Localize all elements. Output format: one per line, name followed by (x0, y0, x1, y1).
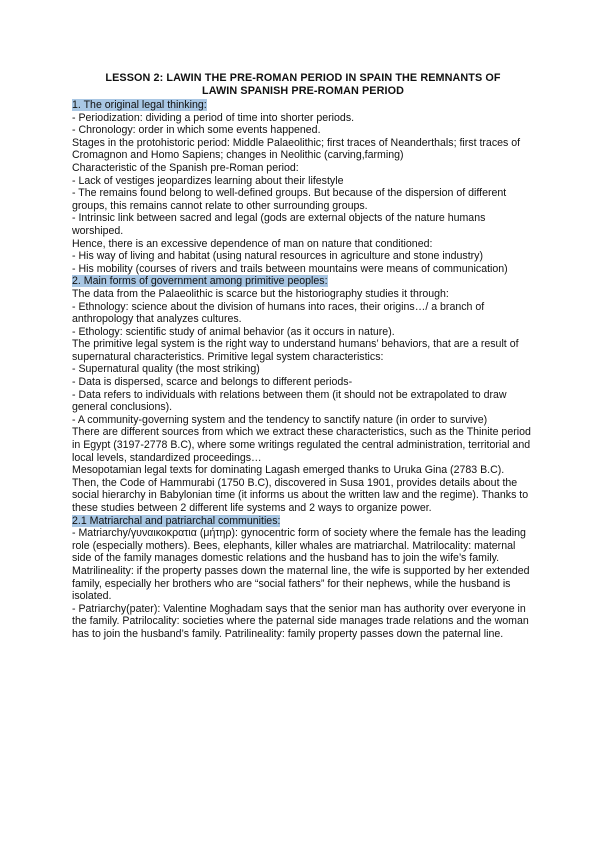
paragraph: Stages in the protohistoric period: Middle Palaeolithic; first traces of Neanderthals; first traces of Cromagnon and Homo Sapiens; changes in Neolithic (carving,farming) (72, 136, 521, 162)
paragraph: - Chronology: order in which some events happened. (72, 124, 321, 137)
lesson-title-line-2: LAWIN SPANISH PRE-ROMAN PERIOD (202, 85, 404, 97)
paragraph: - Data is dispersed, scarce and belongs to different periods- (72, 376, 353, 389)
paragraph: The primitive legal system is the right way to understand humans’ behaviors, that are a result of supernatural characteristics. Primitive legal system characteristics: (72, 338, 519, 363)
paragraph: - His mobility (courses of rivers and trails between mountains were means of communication) (72, 262, 508, 275)
paragraph: Characteristic of the Spanish pre-Roman period: (72, 161, 299, 174)
paragraph: There are different sources from which we extract these characteristics, such as the Thinite period in Egypt (3197-2778 B.C), where some writings regulated the central administration, territorial and local levels, standardized proceedings… (72, 426, 531, 464)
lesson-title-line-1: LESSON 2: LAWIN THE PRE-ROMAN PERIOD IN SPAIN THE REMNANTS OF (105, 72, 501, 84)
lesson-title (72, 72, 534, 98)
paragraph: Mesopotamian legal texts for dominating Lagash emerged thanks to Uruka Gina (2783 B.C). Then, the Code of Hammurabi (1750 B.C), discovered in Susa 1901, provides details about the social hierarchy in Babylonian time (it informs us about the written law and the regime). Thanks to these studies between 2 different life systems and 2 ways to organize power. (72, 464, 529, 514)
paragraph: - Lack of vestiges jeopardizes learning about their lifestyle (72, 174, 344, 187)
section-2-heading: 2. Main forms of government among primitive peoples: (72, 275, 328, 288)
paragraph: - Patriarchy(pater): Valentine Moghadam says that the senior man has authority over everyone in the family. Patrilocality: societies where the paternal side manages trade relations and the woman has to join the husband’s family. Patrilineality: family property passes down the paternal line. (72, 602, 529, 640)
paragraph: Hence, there is an excessive dependence of man on nature that conditioned: (72, 237, 433, 250)
document-page (72, 72, 534, 641)
paragraph: - Ethology: scientific study of animal behavior (as it occurs in nature). (72, 325, 395, 338)
paragraph: - Ethnology: science about the division of humans into races, their origins…/ a branch of anthropology that analyzes cultures. (72, 300, 485, 326)
paragraph: - Periodization: dividing a period of time into shorter periods. (72, 111, 355, 124)
paragraph: The data from the Palaeolithic is scarce but the historiography studies it through: (72, 287, 449, 300)
section-1-heading: 1. The original legal thinking: (72, 99, 207, 111)
paragraph: - Matriarchy/γυναικοκρατια (μήτηρ): gynocentric form of society where the female has the leading role (especially mothers). Bees, elephants, killer whales are matriarchal. Matrilocality: maternal side of the family manages domestic relations and the husband has to join the wife’s family. Matrilineality: if the property passes down the maternal line, the wife is supported by her extended family, especially her brothers who are “social fathers” for their nephews, while the husband is isolated. (72, 527, 530, 603)
section-2-1-heading: 2.1 Matriarchal and patriarchal communities: (72, 514, 281, 527)
paragraph: - A community-governing system and the tendency to sanctify nature (in order to survive) (72, 413, 488, 426)
paragraph: - Data refers to individuals with relations between them (it should not be extrapolated to draw general conclusions). (72, 388, 507, 414)
paragraph: - The remains found belong to well-defined groups. But because of the dispersion of different groups, this remains cannot relate to other surrounding groups. (72, 187, 507, 212)
section-2-1-body (72, 527, 534, 640)
section-2-body (72, 288, 534, 515)
section-1-body (72, 112, 534, 276)
paragraph: - Supernatural quality (the most striking) (72, 363, 260, 376)
paragraph: - His way of living and habitat (using natural resources in agriculture and stone industry) (72, 250, 484, 263)
paragraph: - Intrinsic link between sacred and legal (gods are external objects of the nature humans worshiped. (72, 212, 486, 237)
